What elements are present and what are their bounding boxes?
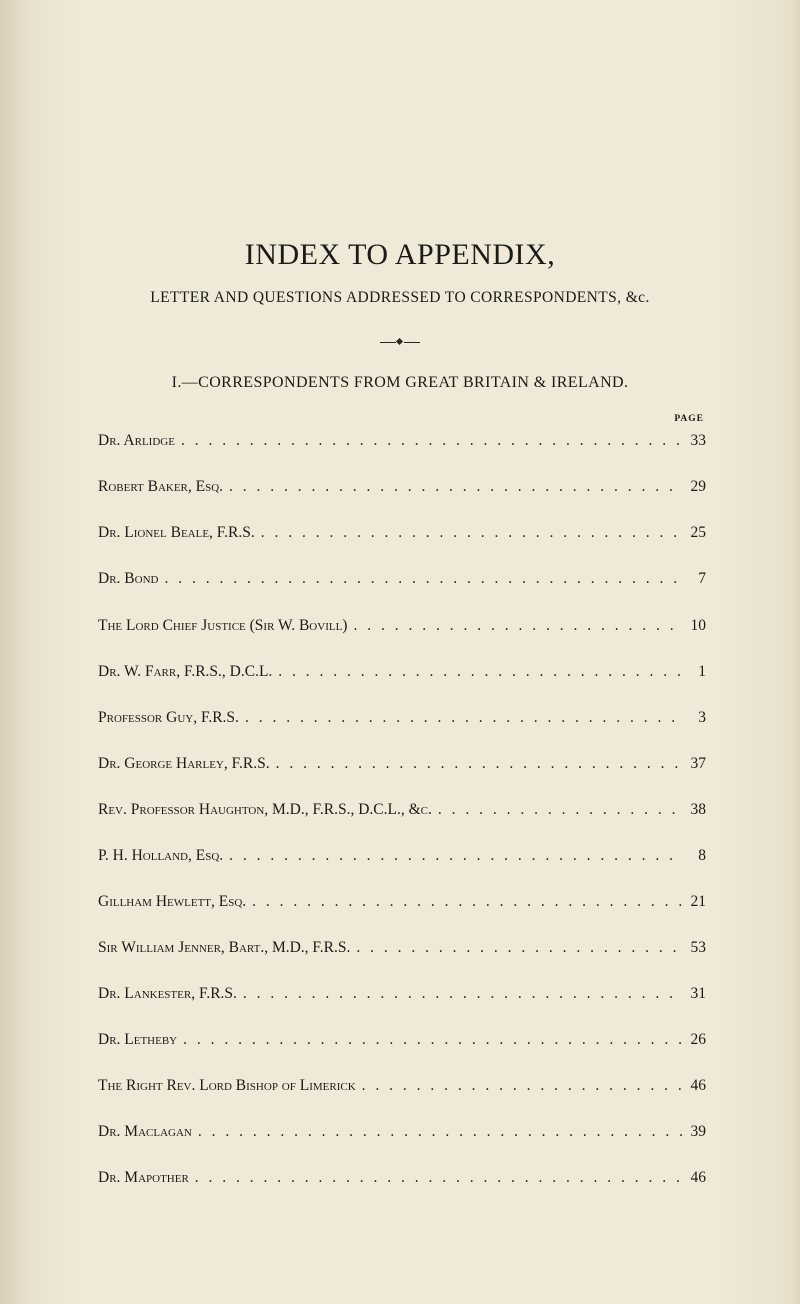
page-column-label: PAGE: [674, 414, 704, 424]
dot-leader: [276, 755, 682, 773]
entry-page: 8: [698, 847, 706, 864]
section-heading: I.—CORRESPONDENTS FROM GREAT BRITAIN & IRELAND.: [171, 374, 629, 391]
entry-page: 21: [690, 893, 706, 910]
dot-leader: [278, 663, 682, 681]
dot-leader: [362, 1077, 682, 1095]
entry-page: 46: [690, 1077, 706, 1094]
entry-name: Dr. George Harley, F.R.S.: [98, 755, 270, 772]
entry-page: 1: [698, 663, 706, 680]
dot-leader: [195, 1169, 682, 1187]
dot-leader: [353, 617, 682, 635]
entry-page: 26: [690, 1031, 706, 1048]
entry-name: Dr. Arlidge: [98, 432, 175, 449]
entry-name: Dr. Mapother: [98, 1169, 189, 1186]
entry-name: The Right Rev. Lord Bishop of Limerick: [98, 1077, 356, 1094]
index-entry: [98, 893, 706, 917]
dot-leader: [356, 939, 682, 957]
dot-leader: [261, 524, 682, 542]
entry-page: 38: [690, 801, 706, 818]
index-entry: [98, 1123, 706, 1147]
entry-name: Dr. Bond: [98, 570, 159, 587]
index-entry: [98, 663, 706, 687]
entry-page: 39: [690, 1123, 706, 1140]
index-entry: [98, 478, 706, 502]
entry-page: 29: [690, 478, 706, 495]
index-entry: [98, 985, 706, 1009]
entry-name: Dr. W. Farr, F.R.S., D.C.L.: [98, 663, 273, 680]
dot-leader: [164, 570, 682, 588]
index-entry: [98, 524, 706, 548]
entry-name: P. H. Holland, Esq.: [98, 847, 224, 864]
entry-name: Professor Guy, F.R.S.: [98, 709, 239, 726]
index-entry: [98, 709, 706, 733]
entry-name: Rev. Professor Haughton, M.D., F.R.S., D.C.L., &c.: [98, 801, 432, 818]
dot-leader: [181, 432, 682, 450]
dot-leader: [243, 985, 682, 1003]
entry-page: 25: [690, 524, 706, 541]
index-entry: [98, 939, 706, 963]
index-entry: [98, 432, 706, 456]
ornamental-divider: [380, 342, 420, 344]
entry-page: 7: [698, 570, 706, 587]
index-entry: [98, 801, 706, 825]
index-entry: [98, 1169, 706, 1193]
entry-name: The Lord Chief Justice (Sir W. Bovill): [98, 617, 348, 634]
entry-name: Dr. Letheby: [98, 1031, 178, 1048]
dot-leader: [438, 801, 682, 819]
page-title: INDEX TO APPENDIX,: [244, 238, 556, 271]
index-entry: [98, 755, 706, 779]
index-entry: [98, 1031, 706, 1055]
diamond-icon: [396, 338, 403, 345]
dot-leader: [198, 1123, 682, 1141]
page-subtitle: LETTER AND QUESTIONS ADDRESSED TO CORRESPONDENTS, &c.: [150, 289, 650, 306]
entry-page: 31: [690, 985, 706, 1002]
entry-page: 46: [690, 1169, 706, 1186]
entry-name: Dr. Lionel Beale, F.R.S.: [98, 524, 255, 541]
index-entry: [98, 1077, 706, 1101]
dot-leader: [245, 709, 682, 727]
entry-name: Dr. Maclagan: [98, 1123, 192, 1140]
entry-page: 10: [690, 617, 706, 634]
entry-name: Sir William Jenner, Bart., M.D., F.R.S.: [98, 939, 351, 956]
index-entry: [98, 617, 706, 641]
entry-name: Robert Baker, Esq.: [98, 478, 224, 495]
entry-page: 37: [690, 755, 706, 772]
dot-leader: [229, 847, 682, 865]
index-entry: [98, 847, 706, 871]
entry-page: 53: [690, 939, 706, 956]
dot-leader: [252, 893, 682, 911]
entry-page: 3: [698, 709, 706, 726]
dot-leader: [229, 478, 682, 496]
entry-name: Dr. Lankester, F.R.S.: [98, 985, 237, 1002]
dot-leader: [183, 1031, 682, 1049]
index-entry: [98, 570, 706, 594]
entry-page: 33: [690, 432, 706, 449]
entry-name: Gillham Hewlett, Esq.: [98, 893, 247, 910]
